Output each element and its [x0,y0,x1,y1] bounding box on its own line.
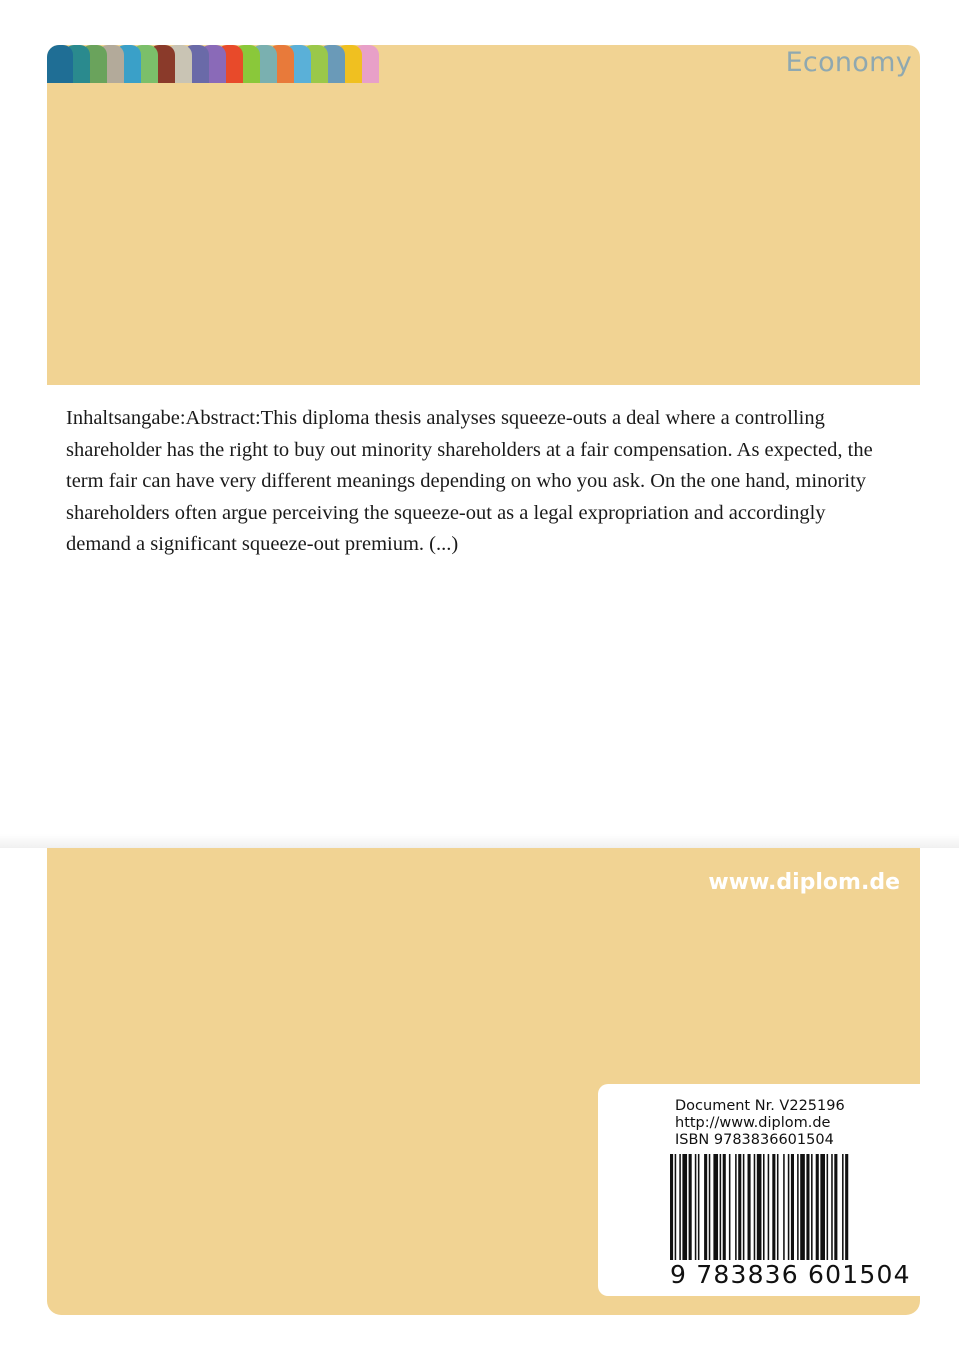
barcode-bar [754,1154,756,1260]
barcode-bar [689,1154,692,1260]
barcode-bar [842,1154,844,1260]
barcode-bar [738,1154,741,1260]
barcode-bar [788,1154,790,1260]
barcode-bar [704,1154,707,1260]
barcode-bar [768,1154,770,1260]
barcode-bar [791,1154,794,1260]
barcode-bar [743,1154,745,1260]
barcode-bar [772,1154,775,1260]
barcode-bar [763,1154,765,1260]
top-color-panel [47,45,920,385]
barcode-bar [800,1154,805,1260]
barcode-bar [797,1154,799,1260]
divider [0,834,959,848]
barcode-bar [777,1154,779,1260]
barcode-image [668,1154,904,1260]
barcode-bar [783,1154,785,1260]
barcode-bar [757,1154,762,1260]
barcode-bar [834,1154,837,1260]
abstract-text: Inhaltsangabe:Abstract:This diploma thesis analyses squeeze-outs a deal where a controlling shareholder has the right to buy out minority shareholders at a fair compensation. As expected, the term fair can have very different meanings depending on who you ask. On the one hand, minority shareholders often argue perceiving the squeeze-out as a legal expropriation and accordingly demand a significant squeeze-out premium. (...) [66,407,873,555]
barcode-bar [806,1154,809,1260]
category-label: Economy [785,47,912,78]
barcode-bar [831,1154,833,1260]
bottom-color-panel [47,848,920,1315]
barcode-bar [729,1154,731,1260]
barcode-bar [827,1154,829,1260]
barcode-bar [820,1154,825,1260]
barcode-bar [735,1154,737,1260]
barcode-digits: 9 783836 601504 [670,1260,911,1289]
website-label: www.diplom.de [708,870,900,895]
barcode-bar [682,1154,687,1260]
barcode-bar [709,1154,711,1260]
color-tabs [47,45,387,83]
barcode-bar [723,1154,726,1260]
barcode-bar [679,1154,681,1260]
barcode-bar [816,1154,819,1260]
barcode-bar [811,1154,813,1260]
barcode-bar [675,1154,677,1260]
barcode-box [598,1084,920,1296]
barcode-bar [713,1154,718,1260]
document-url: http://www.diplom.de [675,1115,831,1131]
document-number: Document Nr. V225196 [675,1098,845,1114]
barcode-bar [748,1154,751,1260]
barcode-bar [695,1154,697,1260]
isbn-label: ISBN 9783836601504 [675,1132,834,1148]
barcode-bar [698,1154,700,1260]
barcode-bar [845,1154,848,1260]
barcode-bar [720,1154,722,1260]
barcode-bar [670,1154,673,1260]
color-tab [47,45,73,83]
